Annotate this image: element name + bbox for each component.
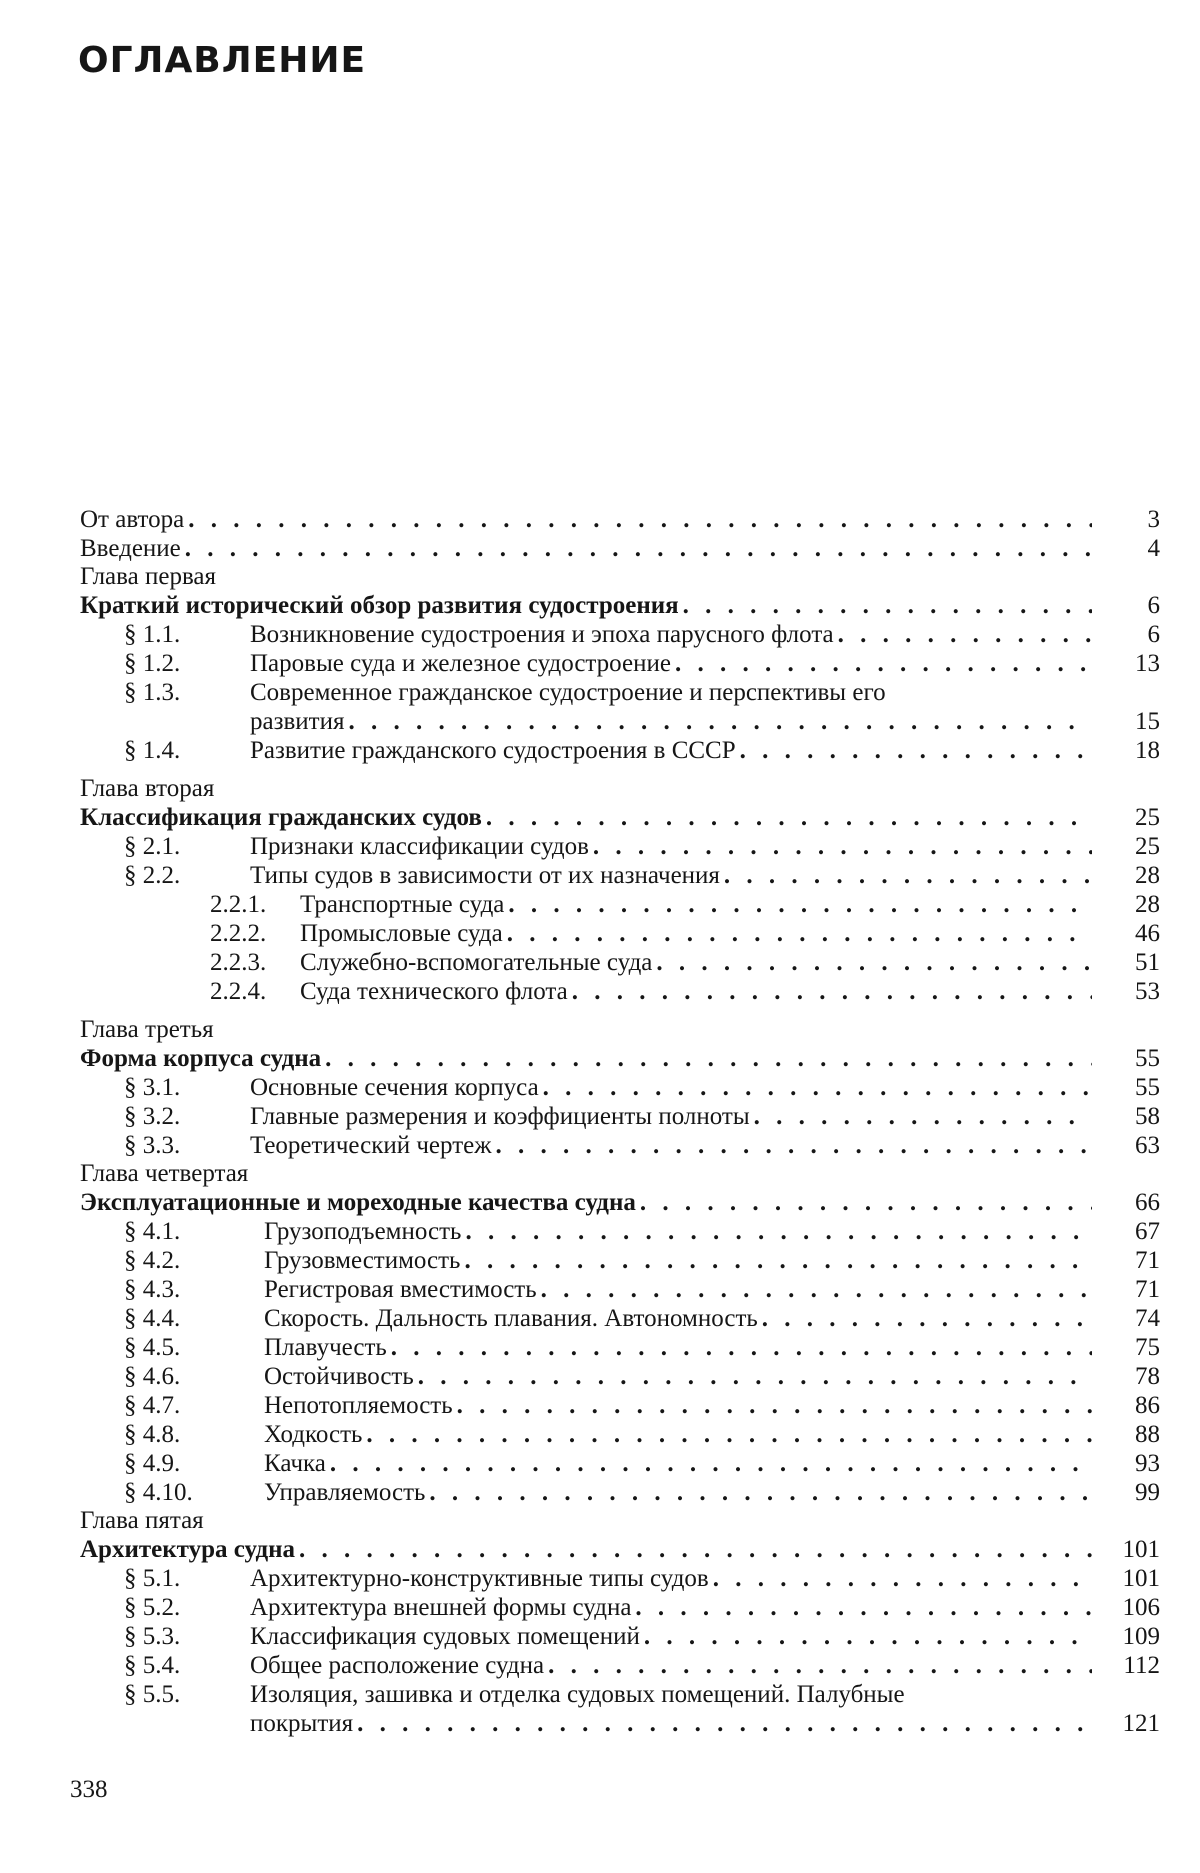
section-title: Грузоподъемность (264, 1218, 462, 1245)
section-title: Архитектурно-конструктивные типы судов (250, 1565, 709, 1592)
leader-dots (508, 890, 1092, 919)
leader-dots (656, 948, 1092, 977)
page-number: 71 (1135, 1247, 1160, 1274)
leader-dots (457, 1391, 1092, 1420)
section-row (80, 736, 1160, 765)
section-row (80, 1073, 1160, 1102)
page-number: 121 (1122, 1710, 1160, 1737)
section-title: Регистровая вместимость (264, 1276, 537, 1303)
section-number: § 1.2. (124, 650, 181, 677)
section-row (80, 861, 1160, 890)
section-row-continuation (80, 1709, 1160, 1738)
section-number: § 5.5. (124, 1681, 181, 1708)
section-number: § 1.1. (124, 621, 181, 648)
section-row (80, 1275, 1160, 1304)
leader-dots (754, 1102, 1092, 1131)
chapter-label (80, 1016, 1160, 1044)
leader-dots (429, 1478, 1092, 1507)
section-number: § 2.2. (124, 862, 181, 889)
section-number: § 3.2. (124, 1103, 181, 1130)
section-row (80, 1651, 1160, 1680)
subsection-title: Служебно-вспомогательные суда (300, 949, 653, 976)
page-number: 101 (1122, 1565, 1160, 1592)
subsection-title: Промысловые суда (300, 920, 503, 947)
section-number: § 3.1. (124, 1074, 181, 1101)
page-number: 53 (1135, 978, 1160, 1005)
chapter-title: Эксплуатационные и мореходные качества судна (80, 1189, 636, 1216)
leader-dots (325, 1044, 1092, 1073)
section-row (80, 1420, 1160, 1449)
section-title: Теоретический чертеж (250, 1132, 492, 1159)
section-row (80, 1391, 1160, 1420)
leader-dots (330, 1449, 1092, 1478)
page-number: 66 (1135, 1189, 1160, 1216)
page-number: 109 (1122, 1623, 1160, 1650)
section-row (80, 1246, 1160, 1275)
section-row (80, 1680, 1160, 1709)
leader-dots (299, 1535, 1092, 1564)
page-number: 99 (1135, 1479, 1160, 1506)
page-number: 71 (1135, 1276, 1160, 1303)
page-number: 3 (1147, 506, 1160, 533)
section-row-continuation (80, 707, 1160, 736)
subsection-row (80, 919, 1160, 948)
section-title: Современное гражданское судостроение и перспективы его (250, 679, 886, 706)
chapter-title: Архитектура судна (80, 1536, 295, 1563)
section-row (80, 1622, 1160, 1651)
section-number: § 1.4. (124, 737, 181, 764)
leader-dots (762, 1304, 1092, 1333)
section-number: § 4.10. (124, 1479, 193, 1506)
section-number: § 4.7. (124, 1392, 181, 1419)
chapter-label-text: Глава пятая (80, 1507, 204, 1534)
section-title: Плавучесть (264, 1334, 387, 1361)
page-number: 55 (1135, 1074, 1160, 1101)
leader-dots (572, 977, 1092, 1006)
toc-entry-intro (80, 534, 1160, 563)
section-row (80, 1449, 1160, 1478)
section-row (80, 832, 1160, 861)
subsection-number: 2.2.2. (210, 920, 267, 947)
page-number: 51 (1135, 949, 1160, 976)
chapter-label (80, 1160, 1160, 1188)
page-number: 55 (1135, 1045, 1160, 1072)
section-title: Скорость. Дальность плавания. Автономность (264, 1305, 758, 1332)
section-row (80, 1131, 1160, 1160)
page-number: 25 (1135, 833, 1160, 860)
leader-dots (740, 736, 1092, 765)
leader-dots (507, 919, 1092, 948)
subsection-title: Транспортные суда (300, 891, 505, 918)
section-title: Управляемость (264, 1479, 426, 1506)
page-number: 25 (1135, 804, 1160, 831)
chapter-label-text: Глава четвертая (80, 1160, 249, 1187)
chapter-label-text: Глава первая (80, 563, 217, 590)
entry-title: Введение (80, 535, 181, 562)
leader-dots (593, 832, 1092, 861)
leader-dots (713, 1564, 1092, 1593)
chapter-title-row (80, 1535, 1160, 1564)
section-title: Остойчивость (264, 1363, 414, 1390)
section-row (80, 1593, 1160, 1622)
leader-dots (348, 707, 1092, 736)
section-number: § 5.3. (124, 1623, 181, 1650)
leader-dots (543, 1073, 1092, 1102)
chapter-label (80, 1507, 1160, 1535)
leader-dots (464, 1246, 1092, 1275)
leader-dots (548, 1651, 1092, 1680)
section-title: Непотопляемость (264, 1392, 453, 1419)
table-of-contents (80, 505, 1160, 1738)
page-number: 4 (1147, 535, 1160, 562)
section-number: § 4.2. (124, 1247, 181, 1274)
leader-dots (465, 1217, 1092, 1246)
subsection-row (80, 948, 1160, 977)
page-number: 93 (1135, 1450, 1160, 1477)
chapter-label-text: Глава вторая (80, 775, 215, 802)
section-number: § 4.5. (124, 1334, 181, 1361)
subsection-title: Суда технического флота (300, 978, 568, 1005)
subsection-row (80, 977, 1160, 1006)
section-title: Основные сечения корпуса (250, 1074, 539, 1101)
section-number: § 5.4. (124, 1652, 181, 1679)
section-title: Развитие гражданского судостроения в СССР (250, 737, 736, 764)
section-title: Общее расположение судна (250, 1652, 545, 1679)
page-title: ОГЛАВЛЕНИЕ (78, 40, 367, 81)
page-number: 78 (1135, 1363, 1160, 1390)
chapter-title: Классификация гражданских судов (80, 804, 482, 831)
page-number: 63 (1135, 1132, 1160, 1159)
subsection-number: 2.2.3. (210, 949, 267, 976)
leader-dots (188, 505, 1092, 534)
chapter-title-row (80, 591, 1160, 620)
page-number: 112 (1123, 1652, 1160, 1679)
leader-dots (644, 1622, 1092, 1651)
leader-dots (486, 803, 1092, 832)
subsection-number: 2.2.4. (210, 978, 267, 1005)
chapter-title-row (80, 803, 1160, 832)
leader-dots (635, 1593, 1092, 1622)
section-number: § 3.3. (124, 1132, 181, 1159)
section-number: § 4.1. (124, 1218, 181, 1245)
chapter-title: Форма корпуса судна (80, 1045, 322, 1072)
section-title-continuation: покрытия (250, 1710, 354, 1737)
chapter-title: Краткий исторический обзор развития судостроения (80, 592, 679, 619)
section-number: § 5.1. (124, 1565, 181, 1592)
page-number: 106 (1122, 1594, 1160, 1621)
leader-dots (683, 591, 1092, 620)
section-row (80, 1362, 1160, 1391)
section-number: § 5.2. (124, 1594, 181, 1621)
section-row (80, 649, 1160, 678)
page-number: 75 (1135, 1334, 1160, 1361)
section-title: Качка (264, 1450, 326, 1477)
section-number: § 4.8. (124, 1421, 181, 1448)
page-number: 6 (1147, 592, 1160, 619)
leader-dots (640, 1188, 1092, 1217)
page-number: 6 (1147, 621, 1160, 648)
leader-dots (838, 620, 1092, 649)
section-title: Паровые суда и железное судостроение (250, 650, 671, 677)
page-number: 101 (1122, 1536, 1160, 1563)
chapter-label (80, 563, 1160, 591)
section-row (80, 1217, 1160, 1246)
chapter-title-row (80, 1044, 1160, 1073)
section-number: § 4.3. (124, 1276, 181, 1303)
leader-dots (357, 1709, 1092, 1738)
chapter-title-row (80, 1188, 1160, 1217)
page-folio-number: 338 (70, 1776, 108, 1803)
section-title: Архитектура внешней формы судна (250, 1594, 632, 1621)
section-number: § 2.1. (124, 833, 181, 860)
section-title: Ходкость (264, 1421, 363, 1448)
leader-dots (541, 1275, 1092, 1304)
chapter-label-text: Глава третья (80, 1016, 214, 1043)
section-title: Возникновение судостроения и эпоха парусного флота (250, 621, 834, 648)
leader-dots (418, 1362, 1092, 1391)
subsection-number: 2.2.1. (210, 891, 267, 918)
section-title: Типы судов в зависимости от их назначения (250, 862, 720, 889)
page-number: 28 (1135, 891, 1160, 918)
leader-dots (496, 1131, 1093, 1160)
section-number: § 4.6. (124, 1363, 181, 1390)
page-number: 67 (1135, 1218, 1160, 1245)
section-row (80, 678, 1160, 707)
page-number: 18 (1135, 737, 1160, 764)
subsection-row (80, 890, 1160, 919)
toc-entry-author (80, 505, 1160, 534)
section-title: Классификация судовых помещений (250, 1623, 640, 1650)
section-title-continuation: развития (250, 708, 345, 735)
section-title: Признаки классификации судов (250, 833, 589, 860)
entry-title: От автора (80, 506, 185, 533)
section-title: Грузовместимость (264, 1247, 461, 1274)
page-number: 74 (1135, 1305, 1160, 1332)
section-row (80, 1304, 1160, 1333)
leader-dots (724, 861, 1092, 890)
page-number: 28 (1135, 862, 1160, 889)
section-number: § 4.9. (124, 1450, 181, 1477)
section-title: Изоляция, зашивка и отделка судовых помещений. Палубные (250, 1681, 905, 1708)
page-number: 46 (1135, 920, 1160, 947)
leader-dots (185, 534, 1092, 563)
page-number: 15 (1135, 708, 1160, 735)
section-number: § 4.4. (124, 1305, 181, 1332)
section-title: Главные размерения и коэффициенты полноты (250, 1103, 750, 1130)
section-row (80, 1333, 1160, 1362)
section-row (80, 620, 1160, 649)
page-number: 13 (1135, 650, 1160, 677)
leader-dots (366, 1420, 1092, 1449)
leader-dots (391, 1333, 1092, 1362)
section-row (80, 1478, 1160, 1507)
leader-dots (675, 649, 1092, 678)
section-row (80, 1564, 1160, 1593)
page-number: 86 (1135, 1392, 1160, 1419)
section-number: § 1.3. (124, 679, 181, 706)
page-number: 88 (1135, 1421, 1160, 1448)
section-row (80, 1102, 1160, 1131)
page-number: 58 (1135, 1103, 1160, 1130)
chapter-label (80, 775, 1160, 803)
